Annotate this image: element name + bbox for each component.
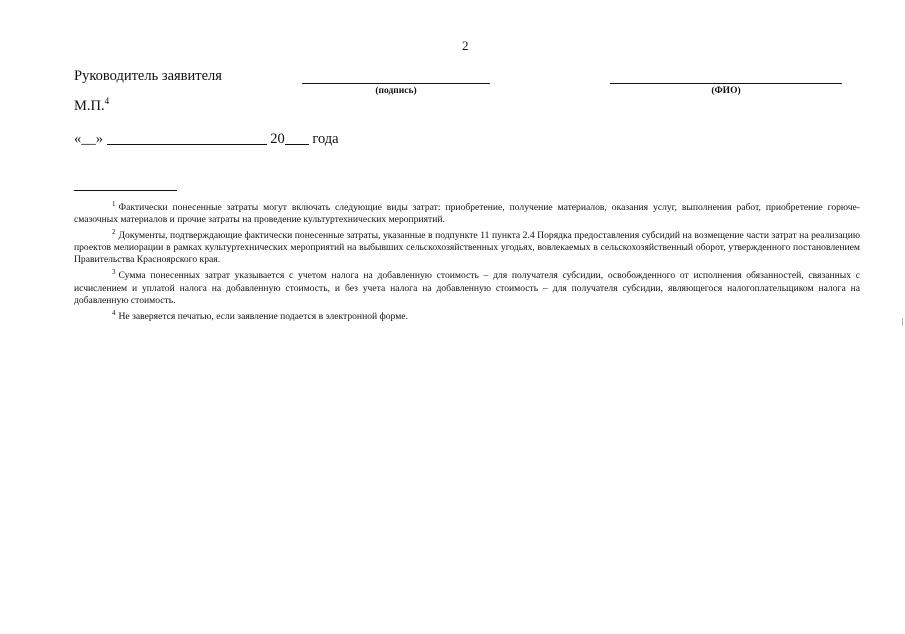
scan-artifact — [902, 318, 903, 326]
seal-placeholder — [74, 96, 109, 115]
full-name-caption: (ФИО) — [711, 86, 741, 96]
footnote-ref: 2 — [112, 228, 116, 237]
footnote-text: Сумма понесенных затрат указывается с учетом налога на добавленную стоимость – для получателя субсидии, освобожденного от исполнения обязанностей, связанных с исчислением и уплатой налога на добавленную стоимость, и без учета налога на добавленную стоимость – для получателя субсидии, являющегося налогоплательщиком налога на добавленную стоимость. — [74, 270, 860, 306]
full-name-line — [610, 83, 842, 84]
footnote-text: Фактически понесенные затраты могут включать следующие виды затрат: приобретение, получение материалов, оказания услуг, выполнения работ, приобретение горюче-смазочных материалов и прочие затраты на проведение культуртехнических мероприятий. — [74, 202, 860, 226]
footnotes — [74, 198, 860, 323]
footnote-ref: 4 — [112, 308, 116, 317]
footnote-4 — [74, 307, 860, 323]
footnote-text: Не заверяется печатью, если заявление подается в электронной форме. — [118, 310, 408, 322]
footnote-1 — [74, 198, 860, 226]
applicant-head-label: Руководитель заявителя — [74, 68, 222, 84]
signature-line — [302, 83, 490, 84]
page-number: 2 — [462, 38, 469, 53]
date-year-blank — [285, 131, 309, 145]
date-day: «__» — [74, 131, 103, 147]
date-year-suffix: года — [312, 131, 339, 147]
date-month-blank — [107, 131, 267, 145]
footnote-ref: 3 — [112, 268, 116, 277]
footnote-2 — [74, 226, 860, 266]
signature-caption: (подпись) — [375, 86, 417, 96]
date-line — [74, 131, 339, 148]
seal-label: М.П. — [74, 98, 105, 114]
seal-footnote-ref: 4 — [104, 96, 110, 106]
footnote-separator — [74, 190, 177, 191]
footnote-3 — [74, 266, 860, 306]
footnote-ref: 1 — [112, 200, 116, 208]
footnote-text: Документы, подтверждающие фактически понесенные затраты, указанные в подпункте 11 пункта 2.4 Порядка предоставления субсидий на возмещение части затрат на реализацию проектов мелиорации в рамках культуртехнических мероприятий на выбывших сельскохозяйственных угодьях, вовлекаемых в сельскохозяйственный оборот, утвержденного постановлением Правительства Красноярского края. — [74, 230, 860, 266]
date-year-prefix: 20 — [270, 131, 285, 147]
